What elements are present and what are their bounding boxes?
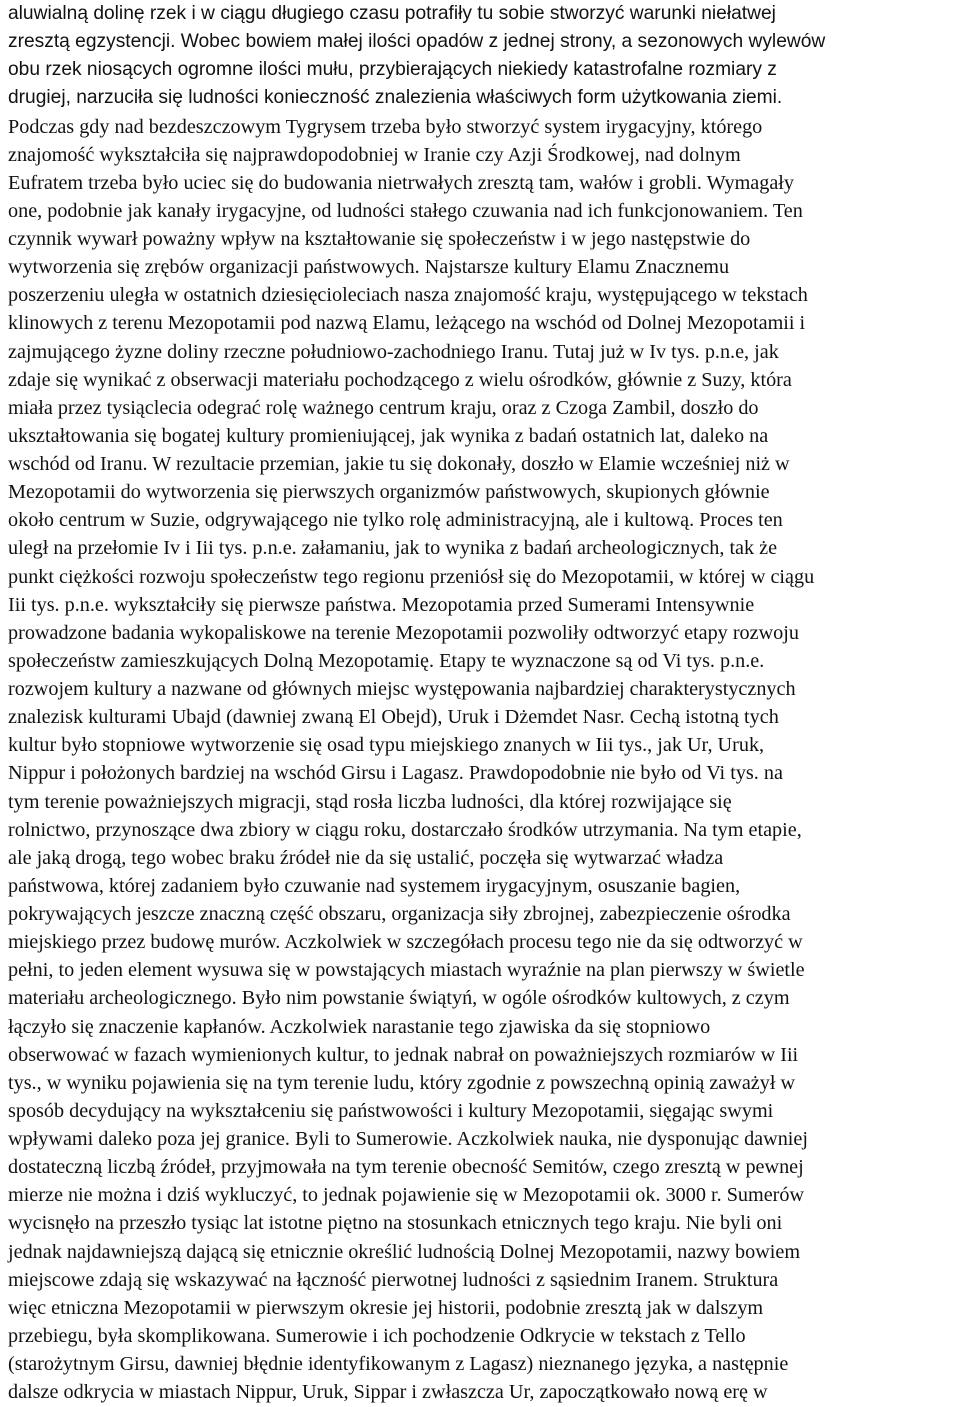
text-line [8, 759, 954, 787]
text-line [8, 1350, 954, 1378]
text-segment: zdaje się wynikać z obserwacji materiału pochodzącego z wielu ośrodków, głównie z Suzy, która [8, 368, 792, 391]
text-line [8, 281, 954, 309]
text-segment: znalezisk kulturami Ubajd (dawniej zwaną El Obejd), Uruk i Dżemdet Nasr. Cechą istotną tych [8, 706, 779, 729]
text-segment: łączyło się znaczenie kapłanów. Aczkolwiek narastanie tego zjawiska da się stopniowo [8, 1015, 711, 1038]
text-line [8, 506, 954, 534]
text-segment: (starożytnym Girsu, dawniej błędnie identyfikowanym z Lagasz) nieznanego języka, a następnie [8, 1353, 789, 1375]
text-segment: mierze nie można i dziś wykluczyć, to jednak pojawienie się w Mezopotamii ok. 3000 r. Sumerów [8, 1184, 805, 1207]
text-line [8, 984, 954, 1012]
text-segment: około centrum w Suzie, odgrywającego nie tylko rolę administracyjną, ale i kultową. Proces ten [8, 509, 783, 532]
text-segment: klinowych z terenu Mezopotamii pod nazwą Elamu, leżącego na wschód od Dolnej Mezopotamii i [8, 312, 806, 335]
text-line [8, 900, 954, 928]
text-segment: obu rzek niosących ogromne ilości mułu, przybierających niekiedy katastrofalne rozmiary z [8, 59, 777, 81]
text-line [8, 1294, 954, 1322]
text-line [8, 1378, 954, 1406]
text-line [8, 844, 954, 872]
text-segment: czynnik wywarł poważny wpływ na kształtowanie się społeczeństw i w jego następstwie do [8, 228, 751, 250]
text-segment: znajomość wykształciła się najprawdopodobniej w Iranie czy Azji Środkowej, nad dolnym [8, 143, 741, 166]
text-line [8, 534, 954, 562]
text-line [8, 366, 954, 394]
text-segment: wycisnęło na przeszło tysiąc lat istotne piętno na stosunkach etnicznych tego kraju. Nie byli oni [8, 1212, 783, 1235]
text-segment: poszerzeniu uległa w ostatnich dziesięcioleciach nasza znajomość kraju, występującego w tekstach [8, 284, 808, 307]
text-line [8, 1322, 954, 1350]
text-line [8, 169, 954, 197]
text-line [8, 816, 954, 844]
text-line [8, 113, 954, 141]
text-segment: wytworzenia się zrębów organizacji państwowych. Najstarsze kultury Elamu Znacznemu [8, 256, 730, 279]
text-line [8, 309, 954, 337]
text-segment: więc etniczna Mezopotamii w pierwszym okresie jej historii, podobnie zresztą jak w dalszym [8, 1296, 764, 1319]
text-segment: sposób decydujący na wykształceniu się państwowości i kultury Mezopotamii, sięgając swymi [8, 1099, 774, 1122]
text-segment: rolnictwo, przynoszące dwa zbiory w ciągu roku, dostarczało środków utrzymania. Na tym etapie, [8, 818, 802, 841]
text-segment: miejscowe zdają się wskazywać na łączność pierwotnej ludności z sąsiednim Iranem. Struktura [8, 1268, 779, 1291]
text-line [8, 0, 954, 28]
text-line [8, 197, 954, 225]
text-line [8, 1097, 954, 1125]
text-line [8, 1266, 954, 1294]
text-segment: wschód od Iranu. W rezultacie przemian, jakie tu się dokonały, doszło w Elamie wcześniej niż w [8, 453, 790, 475]
text-segment: Iii tys. p.n.e. wykształciły się pierwsze państwa. Mezopotamia przed Sumerami Intensywnie [8, 593, 755, 616]
text-line [8, 1181, 954, 1209]
text-line [8, 450, 954, 478]
text-segment: materiału archeologicznego. Było nim powstanie świątyń, w ogóle ośrodków kultowych, z czym [8, 987, 790, 1010]
text-line [8, 394, 954, 422]
text-segment: pełni, to jeden element wysuwa się w powstających miastach wyraźnie na plan pierwszy w świetle [8, 959, 805, 982]
text-line [8, 703, 954, 731]
text-segment: dostateczną liczbą źródeł, przyjmowała na tym terenie obecność Semitów, czego zresztą w pewnej [8, 1156, 804, 1179]
text-segment: pokrywających jeszcze znaczną część obszaru, organizacja siły zbrojnej, zabezpieczenie ośrodka [8, 903, 791, 925]
text-line [8, 56, 954, 84]
text-segment: uległ na przełomie Iv i Iii tys. p.n.e. załamaniu, jak to wynika z badań archeologicznych, tak że [8, 537, 778, 560]
text-segment: zresztą egzystencji. Wobec bowiem małej ilości opadów z jednej strony, a sezonowych wylewów [8, 31, 826, 53]
text-line [8, 225, 954, 253]
text-line [8, 956, 954, 984]
text-line [8, 647, 954, 675]
text-segment: prowadzone badania wykopaliskowe na terenie Mezopotamii pozwoliły odtworzyć etapy rozwoju [8, 621, 799, 644]
text-line [8, 872, 954, 900]
text-segment: państwowa, której zadaniem było czuwanie nad systemem irygacyjnym, osuszanie bagien, [8, 874, 741, 897]
text-line [8, 253, 954, 281]
text-segment: tym terenie poważniejszych migracji, stąd rosła liczba ludności, dla której rozwijające się [8, 790, 732, 813]
text-segment: kultur było stopniowe wytworzenie się osad typu miejskiego znanych w Iii tys., jak Ur, Uruk, [8, 734, 765, 757]
text-line [8, 1209, 954, 1237]
text-segment: one, podobnie jak kanały irygacyjne, od ludności stałego czuwania nad ich funkcjonowaniem. Ten [8, 199, 803, 222]
text-line [8, 141, 954, 169]
text-line [8, 731, 954, 759]
text-segment: tys., w wyniku pojawienia się na tym terenie ludu, który zgodnie z powszechną opinią zaważył w [8, 1071, 796, 1094]
text-line [8, 1125, 954, 1153]
text-line [8, 591, 954, 619]
text-line [8, 619, 954, 647]
text-segment: punkt ciężkości rozwoju społeczeństw tego regionu przeniósł się do Mezopotamii, w której w ciągu [8, 565, 815, 588]
text-line [8, 338, 954, 366]
text-segment: obserwować w fazach wymienionych kultur, to jednak nabrał on poważniejszych rozmiarów w Iii [8, 1043, 799, 1066]
text-segment: Podczas gdy nad bezdeszczowym Tygrysem trzeba było stworzyć system irygacyjny, którego [8, 115, 763, 138]
text-segment: wpływami daleko poza jej granice. Byli to Sumerowie. Aczkolwiek nauka, nie dysponując dawniej [8, 1128, 808, 1150]
text-segment: ale jaką drogą, tego wobec braku źródeł nie da się ustalić, poczęła się wytwarzać władza [8, 846, 724, 869]
text-segment: społeczeństw zamieszkujących Dolną Mezopotamię. Etapy te wyznaczone są od Vi tys. p.n.e. [8, 649, 765, 672]
text-line [8, 84, 954, 112]
text-line [8, 1041, 954, 1069]
text-segment: miała przez tysiąclecia odegrać rolę ważnego centrum kraju, oraz z Czoga Zambil, doszło do [8, 396, 759, 419]
text-segment: zajmującego żyzne doliny rzeczne południowo-zachodniego Iranu. Tutaj już w Iv tys. p.n.e, jak [8, 340, 779, 363]
text-segment: dalsze odkrycia w miastach Nippur, Uruk, Sippar i zwłaszcza Ur, zapoczątkowało nową erę w [8, 1381, 768, 1404]
text-segment: przebiegu, była skomplikowana. Sumerowie i ich pochodzenie Odkrycie w tekstach z Tello [8, 1324, 746, 1347]
text-line [8, 1069, 954, 1097]
text-segment: Nippur i położonych bardziej na wschód Girsu i Lagasz. Prawdopodobnie nie było od Vi tys. na [8, 762, 783, 785]
text-line [8, 788, 954, 816]
text-segment: ukształtowania się bogatej kultury promieniującej, jak wynika z badań ostatnich lat, daleko na [8, 424, 769, 447]
text-segment: rozwojem kultury a nazwane od głównych miejsc występowania najbardziej charakterystycznych [8, 678, 796, 700]
text-segment: jednak najdawniejszą dającą się etnicznie określić ludnością Dolnej Mezopotamii, nazwy bowiem [8, 1240, 801, 1263]
text-line [8, 1238, 954, 1266]
text-line [8, 422, 954, 450]
document-page [8, 0, 954, 1406]
text-segment: miejskiego przez budowę murów. Aczkolwiek w szczegółach procesu tego nie da się odtworzyć w [8, 931, 803, 954]
text-line [8, 563, 954, 591]
text-line [8, 1013, 954, 1041]
text-segment: Eufratem trzeba było uciec się do budowania nietrwałych zresztą tam, wałów i grobli. Wymagały [8, 171, 795, 194]
text-line [8, 675, 954, 703]
text-line [8, 478, 954, 506]
text-segment: Mezopotamii do wytworzenia się pierwszych organizmów państwowych, skupionych głównie [8, 481, 770, 504]
text-line [8, 928, 954, 956]
text-segment: aluwialną dolinę rzek i w ciągu długiego czasu potrafiły tu sobie stworzyć warunki niełatwej [8, 3, 776, 24]
text-segment: drugiej, narzuciła się ludności konieczność znalezienia właściwych form użytkowania ziemi. [8, 87, 783, 109]
text-line [8, 28, 954, 56]
text-line [8, 1153, 954, 1181]
